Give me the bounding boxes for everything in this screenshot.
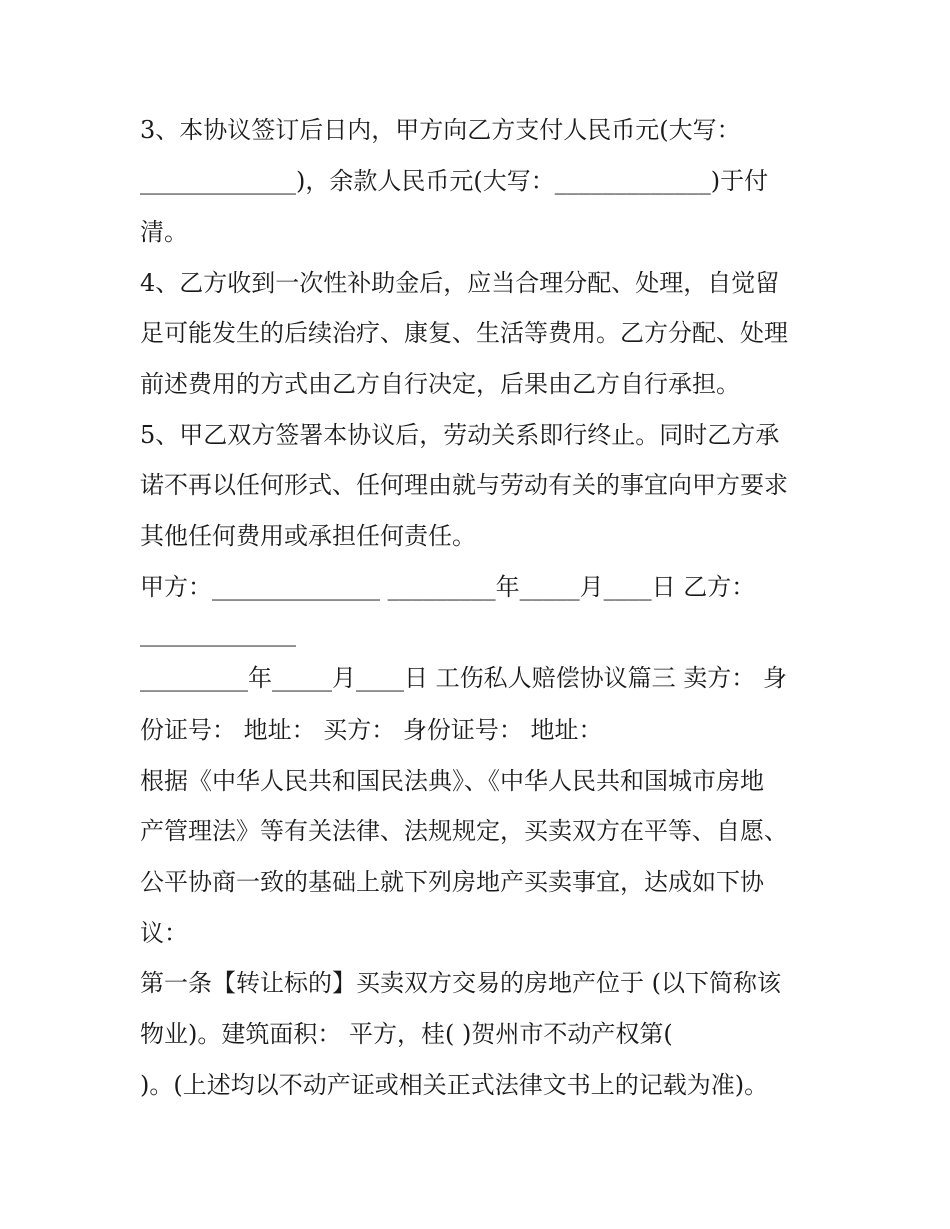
text-line: 足可能发生的后续治疗、康复、生活等费用。乙方分配、处理 — [140, 319, 788, 347]
text-line: 诺不再以任何形式、任何理由就与劳动有关的事宜向甲方要求 — [140, 471, 788, 499]
text-line: )。(上述均以不动产证或相关正式法律文书上的记载为准)。 — [140, 1071, 769, 1099]
text-line: 议： — [140, 919, 188, 947]
text-line: 份证号： 地址： 买方： 身份证号： 地址： — [140, 716, 603, 744]
text-line: 产管理法》等有关法律、法规规定，买卖双方在平等、自愿、 — [140, 817, 788, 845]
signature-blank-party-b: _____________ — [140, 619, 296, 647]
text-line: 其他任何费用或承担任何责任。 — [140, 522, 476, 550]
text-line: 清。 — [140, 218, 188, 246]
text-line: 5、甲乙双方签署本协议后，劳动关系即行终止。同时乙方承 — [140, 421, 780, 449]
text-line: 公平协商一致的基础上就下列房地产买卖事宜，达成如下协 — [140, 868, 764, 896]
text-line: 前述费用的方式由乙方自行决定，后果由乙方自行承担。 — [140, 370, 740, 398]
text-line: _____________)，余款人民币元(大写：_____________)于付 — [140, 167, 769, 195]
text-line: 第一条【转让标的】买卖双方交易的房地产位于 (以下简称该 — [140, 969, 781, 997]
text-line: 物业)。建筑面积： 平方，桂( )贺州市不动产权第( — [140, 1020, 673, 1048]
text-line: _________年_____月____日 工伤私人赔偿协议篇三 卖方： 身 — [140, 664, 787, 692]
text-line: 根据《中华人民共和国民法典》、《中华人民共和国城市房地 — [140, 767, 764, 795]
text-line: 3、本协议签订后日内，甲方向乙方支付人民币元(大写： — [140, 116, 741, 144]
text-line: 4、乙方收到一次性补助金后，应当合理分配、处理，自觉留 — [140, 269, 780, 297]
signature-line-party-a: 甲方：______________ _________年_____月____日 乙方： — [140, 573, 756, 601]
